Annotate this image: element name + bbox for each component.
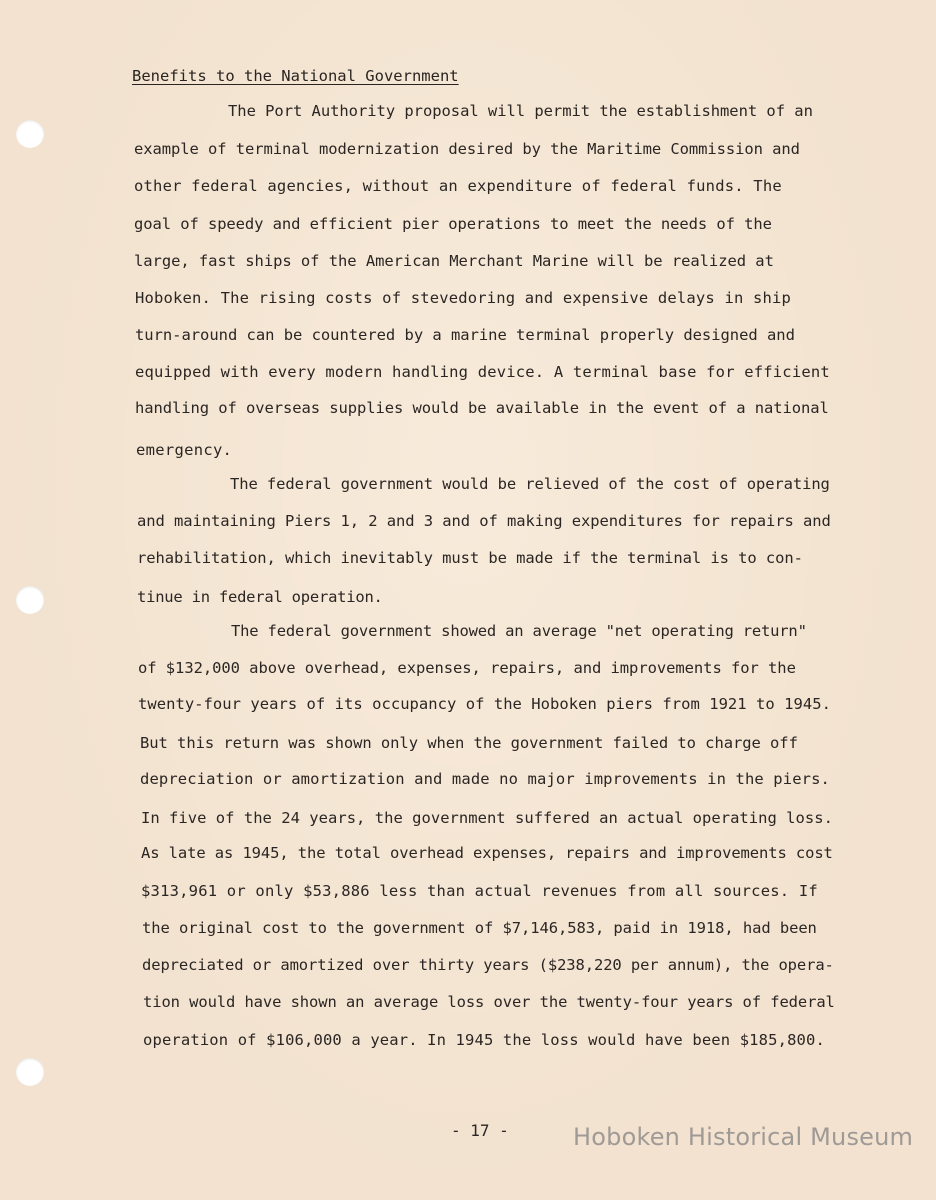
text-line: twenty-four years of its occupancy of the Hoboken piers from 1921 to 1945. <box>138 695 831 713</box>
punch-hole <box>16 1058 44 1086</box>
text-line: large, fast ships of the American Merchant Marine will be realized at <box>134 252 774 270</box>
text-line: But this return was shown only when the government failed to charge off <box>140 734 798 752</box>
punch-hole <box>16 586 44 614</box>
page-number: - 17 - <box>451 1121 509 1140</box>
text-line: The federal government would be relieved of the cost of operating <box>230 475 830 493</box>
text-line: operation of $106,000 a year. In 1945 the loss would have been $185,800. <box>143 1031 825 1049</box>
section-heading: Benefits to the National Government <box>132 67 459 85</box>
text-line: In five of the 24 years, the government suffered an actual operating loss. <box>141 809 833 827</box>
text-line: example of terminal modernization desired by the Maritime Commission and <box>134 140 800 158</box>
text-line: emergency. <box>136 441 233 459</box>
text-line: and maintaining Piers 1, 2 and 3 and of making expenditures for repairs and <box>137 512 831 530</box>
text-line: goal of speedy and efficient pier operations to meet the needs of the <box>134 215 772 233</box>
text-line: other federal agencies, without an expenditure of federal funds. The <box>134 177 782 195</box>
museum-watermark: Hoboken Historical Museum <box>573 1123 914 1151</box>
text-line: The Port Authority proposal will permit the establishment of an <box>228 102 813 120</box>
text-line: tinue in federal operation. <box>137 588 383 606</box>
text-line: $313,961 or only $53,886 less than actual revenues from all sources. If <box>141 882 818 900</box>
punch-hole <box>16 120 44 148</box>
text-line: tion would have shown an average loss over the twenty-four years of federal <box>143 993 835 1011</box>
text-line: The federal government showed an average "net operating return" <box>231 622 807 640</box>
text-line: the original cost to the government of $7,146,583, paid in 1918, had been <box>142 919 817 937</box>
text-line: As late as 1945, the total overhead expenses, repairs and improvements cost <box>141 844 833 862</box>
text-line: turn-around can be countered by a marine terminal properly designed and <box>135 326 795 344</box>
text-line: of $132,000 above overhead, expenses, repairs, and improvements for the <box>138 659 796 677</box>
text-line: equipped with every modern handling device. A terminal base for efficient <box>135 363 830 381</box>
text-line: handling of overseas supplies would be available in the event of a national <box>135 399 829 417</box>
text-line: depreciated or amortized over thirty years ($238,220 per annum), the opera- <box>142 956 834 974</box>
text-line: Hoboken. The rising costs of stevedoring and expensive delays in ship <box>135 289 791 307</box>
text-line: rehabilitation, which inevitably must be made if the terminal is to con- <box>137 549 803 567</box>
text-line: depreciation or amortization and made no major improvements in the piers. <box>140 770 831 788</box>
